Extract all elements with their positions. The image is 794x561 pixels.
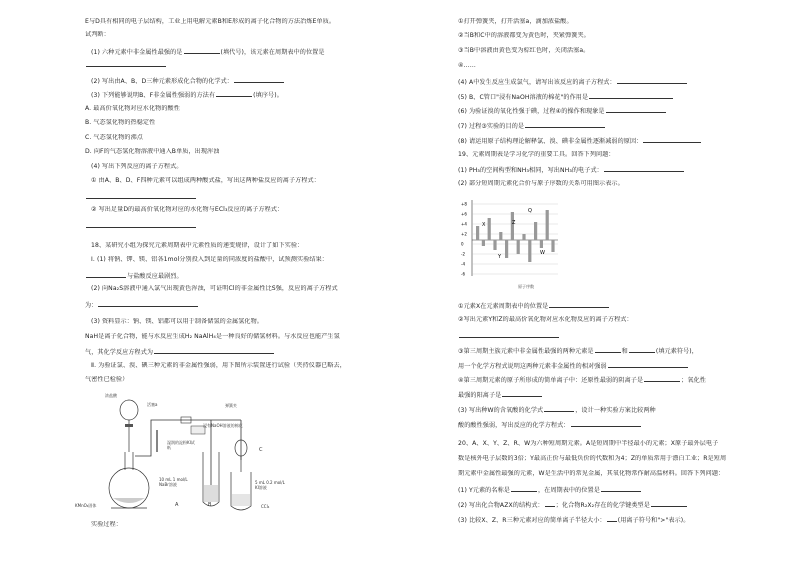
q20-1: (1) Y元素的名称是 ，在周期表中的位置是	[458, 485, 642, 495]
answer-blank[interactable]	[216, 90, 252, 97]
q19-2-2-blank	[458, 331, 560, 341]
q20-3: (3) 比较X、Z、R三种元素对应的简单离子半径大小： (用离子符号和">"表示)。	[458, 517, 690, 524]
chart-bar	[551, 240, 554, 252]
q19-1: (1) PH₃的空间构型和NH₃相同，写出NH₃的电子式：	[458, 165, 685, 175]
valence-chart	[460, 196, 560, 286]
answer-blank[interactable]	[86, 192, 196, 199]
answer-blank[interactable]	[86, 60, 166, 67]
question-18: 18、某研究小组为探究元素周期表中元素性质的递变规律，设计了如下实验：	[91, 242, 304, 249]
answer-blank[interactable]	[601, 485, 641, 492]
q18-3: (3) 资料显示：钠、镁、铝都可以用于制备储氢的金属氢化物。	[91, 318, 264, 325]
answer-blank[interactable]	[651, 500, 687, 507]
answer-blank[interactable]	[643, 136, 701, 143]
label-ki-solution: 5 mL 0.2 mol/L KI溶液	[255, 480, 285, 490]
q19-2-3: ③第三周期主族元素中非金属性最强的两种元素是 和 (填元素符号)，	[458, 348, 698, 355]
step-2: ②当B和C中的溶液都变为黄色时，夹紧弹簧夹。	[458, 32, 590, 39]
chart-tick-label: +2	[461, 231, 467, 237]
q17-4-2-blank	[85, 221, 197, 231]
chart-element-label: Y	[498, 254, 502, 260]
q17-4-1-blank	[85, 192, 197, 202]
q17-1: (1) 六种元素中非金属性最强的是 (填代号)，该元素在周期表中的位置是	[91, 49, 325, 56]
option-a: A. 最高价氧化物对应水化物的酸性	[85, 105, 180, 112]
q18-2: (2) 向Na₂S溶液中通入氯气出现黄色浑浊，可证明Cl的非金属性比S强，反应的离子方程式	[91, 285, 338, 292]
q18-7: (7) 过程③实验的目的是	[458, 121, 606, 131]
answer-blank[interactable]	[644, 375, 680, 382]
answer-blank[interactable]	[502, 390, 542, 397]
label-valve-a: 活塞a	[147, 402, 158, 407]
q18-3-text: NaH是离子化合物，能与水反应生成H₂ NaAlH₄是一种良好的储氢材料。与水反应也能产生氢	[85, 333, 340, 340]
q18-6: (6) 为验证溴的氧化性强于碘，过程④的操作和现象是	[458, 106, 667, 116]
answer-blank[interactable]	[606, 106, 666, 113]
q18-4: (4) A中发生反应生成氯气，请写出该反应的离子方程式：	[458, 77, 688, 87]
q18-2-answer: 为：	[85, 300, 199, 310]
answer-blank[interactable]	[544, 405, 574, 412]
step-3: ③当B中溶液由黄色变为棕红色时，关闭活塞a。	[458, 47, 590, 54]
chart-tick-label: -2	[461, 251, 465, 257]
label-nabr: 10 mL 1 mol/L NaBr溶液	[159, 477, 188, 487]
question-17-intro: E与D具有相同的电子层结构，工业上用电解元素B和E形成的离子化合物的方法冶炼E单质。	[85, 18, 336, 25]
chart-bar	[517, 240, 520, 254]
chart-element-label: X	[482, 222, 486, 228]
chart-element-label: W	[540, 250, 545, 256]
chart-bar	[499, 232, 502, 240]
label-b: B	[208, 502, 212, 508]
answer-blank[interactable]	[604, 165, 684, 172]
label-spring-clip: 弹簧夹	[225, 403, 237, 408]
chart-bar	[493, 240, 496, 250]
chart-xlabel: 原子序数	[518, 284, 534, 289]
steps-label: 实验过程：	[91, 521, 122, 528]
answer-blank[interactable]	[595, 346, 621, 353]
q19-3b: 酸的酸性强弱，写出反应的化学方程式：	[458, 420, 642, 430]
answer-blank[interactable]	[525, 121, 605, 128]
chart-bar	[482, 240, 485, 246]
answer-blank[interactable]	[98, 300, 198, 307]
chart-tick-label: +6	[461, 211, 467, 217]
chart-element-label: Q	[528, 208, 532, 214]
q19-2-1: ①元素X在元素周期表中的位置是	[458, 301, 610, 311]
q19-2-3b: 用一个化学方程式说明这两种元素非金属性的相对强弱	[458, 361, 689, 371]
chart-bar	[546, 210, 549, 240]
option-b: B. 气态氢化物的热稳定性	[85, 119, 156, 126]
label-c: C	[259, 447, 263, 453]
question-20b: 数是核外电子层数的3倍；Y最高正价与最低负价的代数和为4；Z的单质常用于漂白工业；R是短周	[458, 455, 727, 462]
q18-1: Ⅰ. (1) 将钠、钾、镁、铝各1mol分别投入到足量的同浓度的盐酸中，试预测实验结果：	[91, 256, 328, 263]
answer-blank[interactable]	[459, 331, 559, 338]
q18-5: (5) B、C管口"浸有NaOH溶液的棉花"的作用是	[458, 92, 674, 102]
q17-4-1: ① 由A、B、D、F四种元素可以组成两种酸式盐，写出这两种盐反应的离子方程式：	[91, 177, 320, 184]
q19-2-2: ②写出元素Y和Z的最高价氧化物对应水化物反应的离子方程式：	[458, 316, 633, 323]
flask-a	[109, 452, 149, 508]
answer-blank[interactable]	[571, 420, 641, 427]
chart-element-label: Z	[512, 220, 516, 226]
label-kmno4: KMnO₄固体	[75, 503, 97, 508]
answer-blank[interactable]	[629, 346, 655, 353]
question-20: 20、A、X、Y、Z、R、W为六种短周期元素。A是短周期中半径最小的元素；X原子最外层电子	[458, 440, 719, 447]
label-naoh-cotton: 浸有NaOH溶液的棉花	[203, 423, 243, 428]
chart-tick-label: 0	[461, 241, 464, 247]
answer-blank[interactable]	[154, 347, 274, 354]
chart-bar	[505, 240, 508, 258]
answer-blank[interactable]	[589, 92, 673, 99]
chart-tick-label: +8	[461, 201, 467, 207]
q19-2-4b: 最强的阳离子是	[458, 390, 543, 400]
label-ki-paper: 湿润的淀粉KI试纸	[167, 440, 195, 450]
q17-4: (4) 写出下列反应的离子方程式。	[91, 163, 183, 170]
answer-blank[interactable]	[234, 76, 284, 83]
answer-blank[interactable]	[184, 47, 220, 54]
q19-3: (3) 写出种W的含氧酸的化学式 ，设计一种实验方案比较两种	[458, 407, 656, 414]
chart-bar	[511, 212, 514, 240]
apparatus-diagram	[91, 390, 331, 515]
chart-bar	[534, 222, 537, 240]
chart-bar	[528, 240, 531, 262]
q17-3: (3) 下列能够说明B、F非金属性强弱的方法有 (填序号)。	[91, 92, 283, 99]
answer-blank[interactable]	[549, 301, 609, 308]
q19-2: (2) 部分短周期元素化合价与原子序数的关系可用图示表示。	[458, 180, 624, 187]
q18-8: (8) 请运用原子结构理论解释氯、溴、碘非金属性逐渐减弱的原因：	[458, 136, 702, 146]
q19-2-4: ④第三周期元素的原子所形成的简单离子中：还原性最弱的阴离子是 ；氧化性	[458, 377, 706, 384]
question-20c: 期元素中金属性最强的元素，W是生活中的常见金属，其氧化物常作耐高温材料。回答下列问题：	[458, 470, 725, 477]
q18-3-answer: 气，其化学反应方程式为	[85, 347, 275, 357]
answer-blank[interactable]	[86, 271, 126, 278]
judge-label: 试判断：	[85, 31, 110, 38]
q18-part2: Ⅱ. 为验证氯、溴、碘三种元素的非金属性强弱，用下图所示装置进行试验（夹持仪器已略去，	[91, 362, 346, 369]
answer-blank[interactable]	[511, 485, 537, 492]
q17-4-2: ② 写出足量D的最高价氧化物对应的水化物与ECl₃反应的离子方程式：	[91, 206, 284, 213]
option-c: C. 气态氢化物的沸点	[85, 134, 143, 141]
answer-blank[interactable]	[86, 221, 196, 228]
q17-2: (2) 写出由A、B、D三种元素形成化合物的化学式：	[91, 76, 285, 86]
q20-2: (2) 写出化合物AZX的结构式： ；化合物R₂X₂存在的化学键类型是	[458, 500, 688, 510]
answer-blank[interactable]	[607, 515, 617, 522]
label-a: A	[175, 502, 179, 508]
q18-1-answer: 与盐酸反应最剧烈。	[85, 271, 183, 281]
dropping-funnel	[120, 400, 138, 452]
chart-tick-label: +4	[461, 221, 467, 227]
q18-part2-cont: 气密性已检验）	[85, 376, 129, 383]
step-1: ①打开弹簧夹，打开活塞a，滴加浓盐酸。	[458, 18, 573, 25]
chart-bar	[476, 226, 479, 240]
label-conc-hcl: 浓盐酸	[105, 393, 117, 398]
chart-bar	[488, 218, 491, 240]
q17-1-blank-line	[85, 60, 167, 70]
answer-blank[interactable]	[608, 361, 688, 368]
question-19: 19、元素周期表是学习化学的重要工具。回答下列问题：	[458, 151, 615, 158]
chart-tick-label: -6	[461, 271, 465, 277]
step-4: ④……	[458, 62, 476, 69]
chart-tick-label: -4	[461, 261, 465, 267]
option-d: D. 向F的气态氢化物溶液中通入B单质，出现浑浊	[85, 148, 220, 155]
chart-bar	[522, 234, 525, 240]
answer-blank[interactable]	[617, 77, 687, 84]
chart-bar	[540, 240, 543, 248]
label-ccl4: CCl₄	[261, 504, 270, 509]
answer-blank[interactable]	[545, 500, 555, 507]
